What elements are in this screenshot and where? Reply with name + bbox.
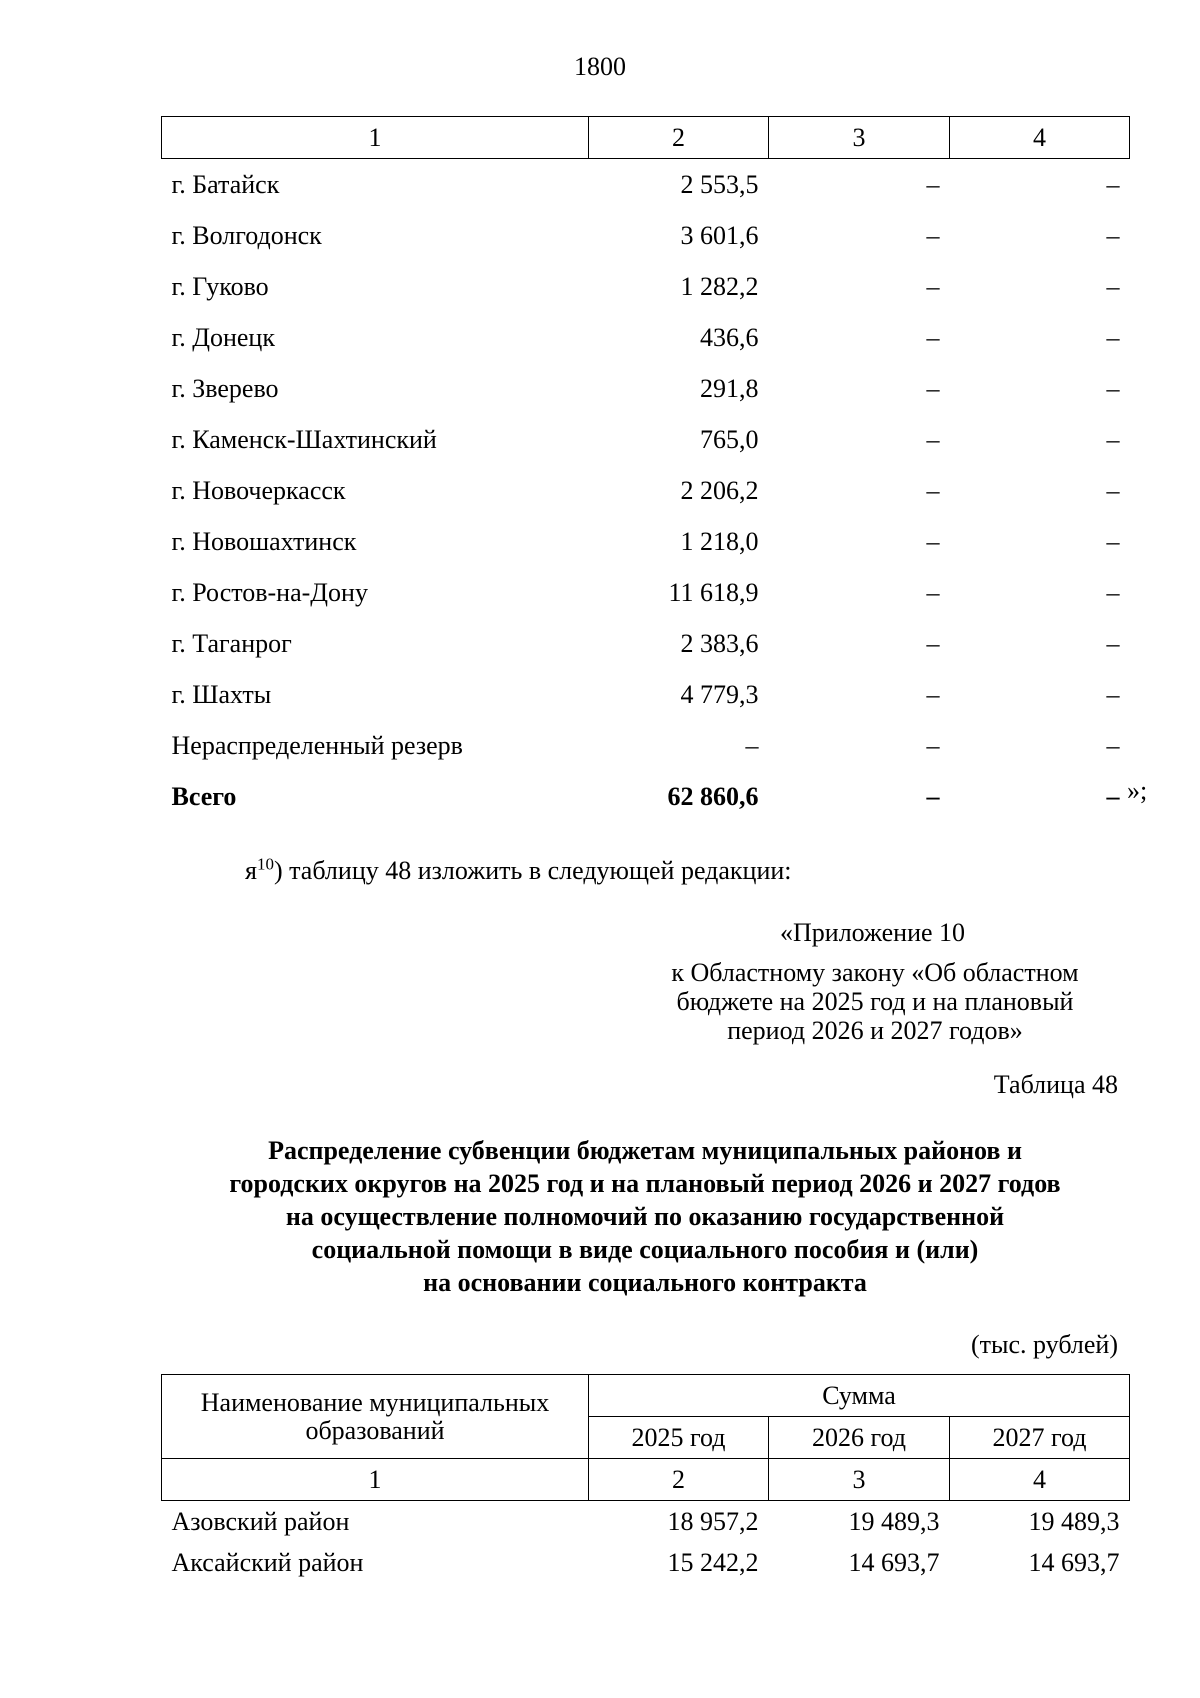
amount-cell: –	[926, 373, 940, 403]
table-row	[162, 261, 1130, 312]
amount-cell: 18 957,2	[667, 1506, 759, 1536]
table-48	[161, 1374, 1130, 1583]
table-row	[162, 720, 1130, 771]
units-label: (тыс. рублей)	[970, 1330, 1118, 1359]
appendix-line: бюджете на 2025 год и на плановый	[676, 987, 1074, 1016]
amount-cell: –	[926, 577, 940, 607]
municipality-name: г. Батайск	[171, 169, 280, 199]
amount-cell: –	[1106, 526, 1120, 556]
table-row	[162, 465, 1130, 516]
column-index-row	[162, 1459, 1130, 1501]
column-index: 1	[162, 117, 589, 159]
amount-cell: 11 618,9	[668, 577, 759, 607]
column-index: 3	[769, 1459, 950, 1501]
total-label: Всего	[171, 781, 237, 811]
amount-cell: –	[926, 271, 940, 301]
table-row	[162, 1542, 1130, 1583]
amount-cell: –	[926, 322, 940, 352]
table-row	[162, 567, 1130, 618]
column-index-row	[162, 117, 1130, 159]
continuation-table	[161, 116, 1130, 822]
table-row	[162, 159, 1130, 211]
municipality-name: г. Ростов-на-Дону	[171, 577, 368, 607]
amount-cell: –	[926, 628, 940, 658]
instruction-prefix: я	[245, 856, 257, 885]
table-row	[162, 312, 1130, 363]
amount-cell: 3 601,6	[680, 220, 759, 250]
table-row	[162, 363, 1130, 414]
amount-cell: –	[926, 679, 940, 709]
appendix-title: «Приложение 10	[780, 918, 966, 947]
table-row	[162, 414, 1130, 465]
column-index: 4	[950, 1459, 1130, 1501]
column-index: 2	[589, 117, 769, 159]
amount-cell: –	[1106, 730, 1120, 760]
table-heading	[140, 1134, 1150, 1299]
amount-cell: –	[1106, 628, 1120, 658]
amount-cell: 2 206,2	[680, 475, 759, 505]
amount-cell: –	[1106, 679, 1120, 709]
amount-cell: 2 553,5	[680, 169, 759, 199]
table-row	[162, 618, 1130, 669]
total-row	[162, 771, 1130, 822]
municipality-name: г. Шахты	[171, 679, 272, 709]
amount-cell: –	[926, 475, 940, 505]
amount-cell: 765,0	[700, 424, 759, 454]
municipality-name: Аксайский район	[171, 1547, 364, 1577]
amount-cell: –	[926, 730, 940, 760]
amount-cell: –	[1106, 475, 1120, 505]
heading-line: на осуществление полномочий по оказанию государственной	[285, 1202, 1005, 1231]
amount-cell: –	[1106, 220, 1120, 250]
amount-cell: –	[1106, 271, 1120, 301]
table-row	[162, 516, 1130, 567]
amount-cell: 14 693,7	[848, 1547, 940, 1577]
amount-cell: –	[1106, 424, 1120, 454]
amount-cell: 14 693,7	[1028, 1547, 1120, 1577]
total-amount: –	[926, 781, 940, 811]
municipality-name: г. Зверево	[171, 373, 279, 403]
page-number: 1800	[574, 52, 626, 81]
amount-cell: –	[1106, 169, 1120, 199]
total-amount: 62 860,6	[667, 781, 759, 811]
year-column-header: 2026 год	[769, 1417, 950, 1459]
amount-cell: –	[926, 169, 940, 199]
header-row	[162, 1375, 1130, 1417]
amount-cell: 2 383,6	[680, 628, 759, 658]
municipality-name: Нераспределенный резерв	[171, 730, 463, 760]
municipality-name: г. Донецк	[171, 322, 275, 352]
amount-cell: 1 218,0	[680, 526, 759, 556]
year-column-header: 2025 год	[589, 1417, 769, 1459]
amount-cell: 291,8	[700, 373, 759, 403]
year-column-header: 2027 год	[950, 1417, 1130, 1459]
municipality-name: Азовский район	[171, 1506, 350, 1536]
amount-cell: –	[926, 424, 940, 454]
column-index: 1	[162, 1459, 589, 1501]
appendix-line: период 2026 и 2027 годов»	[727, 1016, 1023, 1045]
amount-cell: 1 282,2	[680, 271, 759, 301]
column-index: 4	[950, 117, 1130, 159]
amount-cell: –	[1106, 373, 1120, 403]
municipality-name: г. Новочеркасск	[171, 475, 346, 505]
amount-cell: 19 489,3	[848, 1506, 940, 1536]
amount-cell: –	[926, 220, 940, 250]
table-row	[162, 669, 1130, 720]
municipality-column-header: Наименование муниципальных образований	[162, 1375, 589, 1459]
amount-cell: –	[926, 526, 940, 556]
amount-cell: 4 779,3	[680, 679, 759, 709]
appendix-reference	[620, 958, 1130, 1045]
total-amount: –	[1106, 781, 1120, 811]
amount-cell: –	[1106, 577, 1120, 607]
instruction-superscript: 10	[256, 854, 274, 874]
table-label: Таблица 48	[993, 1070, 1118, 1099]
amount-cell: –	[1106, 322, 1120, 352]
heading-line: на основании социального контракта	[423, 1268, 867, 1297]
amount-cell: 19 489,3	[1028, 1506, 1120, 1536]
table-row	[162, 210, 1130, 261]
table-row	[162, 1501, 1130, 1543]
sum-column-header: Сумма	[589, 1375, 1130, 1417]
municipality-name: г. Гуково	[171, 271, 269, 301]
heading-line: социальной помощи в виде социального пособия и (или)	[311, 1235, 979, 1264]
closing-quote-mark: »;	[1127, 776, 1148, 805]
appendix-line: к Областному закону «Об областном	[671, 958, 1079, 987]
amount-cell: 15 242,2	[667, 1547, 759, 1577]
municipality-name: г. Таганрог	[171, 628, 292, 658]
column-index: 3	[769, 117, 950, 159]
heading-line: Распределение субвенции бюджетам муниципальных районов и	[268, 1136, 1022, 1165]
municipality-name: г. Каменск-Шахтинский	[171, 424, 437, 454]
municipality-name: г. Волгодонск	[171, 220, 322, 250]
amendment-instruction	[245, 856, 792, 886]
amount-cell: 436,6	[700, 322, 759, 352]
amount-cell: –	[745, 730, 759, 760]
heading-line: городских округов на 2025 год и на плановый период 2026 и 2027 годов	[229, 1169, 1061, 1198]
instruction-text: ) таблицу 48 изложить в следующей редакции:	[273, 856, 792, 885]
municipality-name: г. Новошахтинск	[171, 526, 357, 556]
column-index: 2	[589, 1459, 769, 1501]
